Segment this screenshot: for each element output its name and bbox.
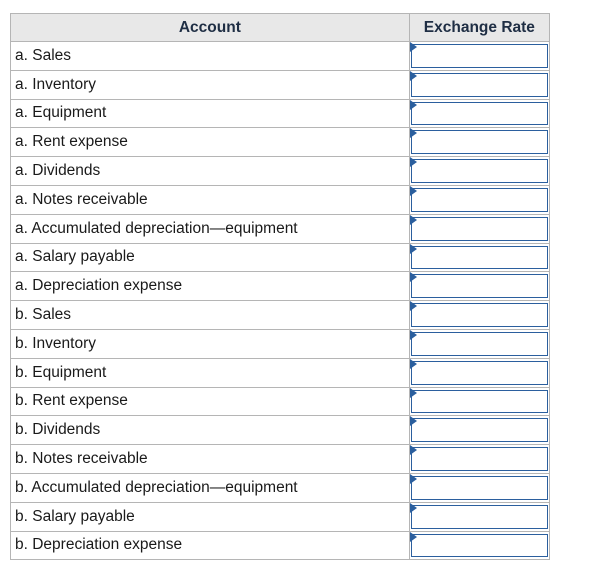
table-row (11, 243, 550, 272)
table-row (11, 301, 550, 330)
table-row (11, 473, 550, 502)
dropdown-marker-icon (410, 42, 417, 52)
exchange-rate-input[interactable] (411, 73, 548, 97)
account-name: a. Inventory (11, 70, 410, 99)
table-row (11, 358, 550, 387)
exchange-rate-cell (409, 185, 549, 214)
exchange-rate-input[interactable] (411, 217, 548, 241)
account-name: a. Salary payable (11, 243, 410, 272)
table-row (11, 42, 550, 71)
exchange-rate-input[interactable] (411, 130, 548, 154)
exchange-rate-table (10, 13, 550, 560)
header-row (11, 14, 550, 42)
dropdown-marker-icon (410, 215, 417, 225)
table-row (11, 531, 550, 560)
exchange-rate-input[interactable] (411, 102, 548, 126)
account-name: a. Rent expense (11, 128, 410, 157)
dropdown-marker-icon (410, 416, 417, 426)
exchange-rate-cell (409, 531, 549, 560)
exchange-rate-header: Exchange Rate (409, 14, 549, 42)
table-row (11, 185, 550, 214)
exchange-rate-cell (409, 128, 549, 157)
table-row (11, 70, 550, 99)
table-row (11, 272, 550, 301)
account-name: b. Notes receivable (11, 445, 410, 474)
exchange-rate-cell (409, 502, 549, 531)
dropdown-marker-icon (410, 128, 417, 138)
dropdown-marker-icon (410, 532, 417, 542)
account-name: b. Depreciation expense (11, 531, 410, 560)
dropdown-marker-icon (410, 388, 417, 398)
dropdown-marker-icon (410, 100, 417, 110)
exchange-rate-cell (409, 157, 549, 186)
dropdown-marker-icon (410, 503, 417, 513)
table-row (11, 128, 550, 157)
exchange-rate-cell (409, 329, 549, 358)
exchange-rate-input[interactable] (411, 534, 548, 558)
table-row (11, 445, 550, 474)
dropdown-marker-icon (410, 186, 417, 196)
dropdown-marker-icon (410, 157, 417, 167)
exchange-rate-input[interactable] (411, 476, 548, 500)
account-name: a. Depreciation expense (11, 272, 410, 301)
account-name: a. Dividends (11, 157, 410, 186)
exchange-rate-cell (409, 387, 549, 416)
exchange-rate-input[interactable] (411, 447, 548, 471)
exchange-rate-cell (409, 473, 549, 502)
table-row (11, 387, 550, 416)
exchange-rate-input[interactable] (411, 390, 548, 414)
dropdown-marker-icon (410, 359, 417, 369)
dropdown-marker-icon (410, 474, 417, 484)
exchange-rate-input[interactable] (411, 188, 548, 212)
account-name: a. Notes receivable (11, 185, 410, 214)
exchange-rate-input[interactable] (411, 159, 548, 183)
account-name: b. Salary payable (11, 502, 410, 531)
dropdown-marker-icon (410, 330, 417, 340)
account-header: Account (11, 14, 410, 42)
account-name: b. Dividends (11, 416, 410, 445)
table-row (11, 99, 550, 128)
dropdown-marker-icon (410, 244, 417, 254)
dropdown-marker-icon (410, 445, 417, 455)
account-name: a. Accumulated depreciation—equipment (11, 214, 410, 243)
table-row (11, 416, 550, 445)
exchange-rate-input[interactable] (411, 332, 548, 356)
exchange-rate-input[interactable] (411, 418, 548, 442)
exchange-rate-cell (409, 358, 549, 387)
account-name: a. Sales (11, 42, 410, 71)
exchange-rate-input[interactable] (411, 361, 548, 385)
dropdown-marker-icon (410, 301, 417, 311)
exchange-rate-input[interactable] (411, 505, 548, 529)
account-name: b. Sales (11, 301, 410, 330)
exchange-rate-cell (409, 416, 549, 445)
exchange-rate-cell (409, 272, 549, 301)
exchange-rate-cell (409, 301, 549, 330)
dropdown-marker-icon (410, 71, 417, 81)
exchange-rate-input[interactable] (411, 44, 548, 68)
exchange-rate-cell (409, 445, 549, 474)
exchange-rate-cell (409, 70, 549, 99)
table-row (11, 214, 550, 243)
account-name: b. Inventory (11, 329, 410, 358)
account-name: b. Rent expense (11, 387, 410, 416)
exchange-rate-cell (409, 99, 549, 128)
dropdown-marker-icon (410, 272, 417, 282)
exchange-rate-input[interactable] (411, 274, 548, 298)
exchange-rate-input[interactable] (411, 246, 548, 270)
exchange-rate-cell (409, 42, 549, 71)
exchange-rate-cell (409, 214, 549, 243)
table-row (11, 329, 550, 358)
account-name: b. Equipment (11, 358, 410, 387)
exchange-rate-cell (409, 243, 549, 272)
table-row (11, 502, 550, 531)
account-name: a. Equipment (11, 99, 410, 128)
table-row (11, 157, 550, 186)
account-name: b. Accumulated depreciation—equipment (11, 473, 410, 502)
exchange-rate-input[interactable] (411, 303, 548, 327)
